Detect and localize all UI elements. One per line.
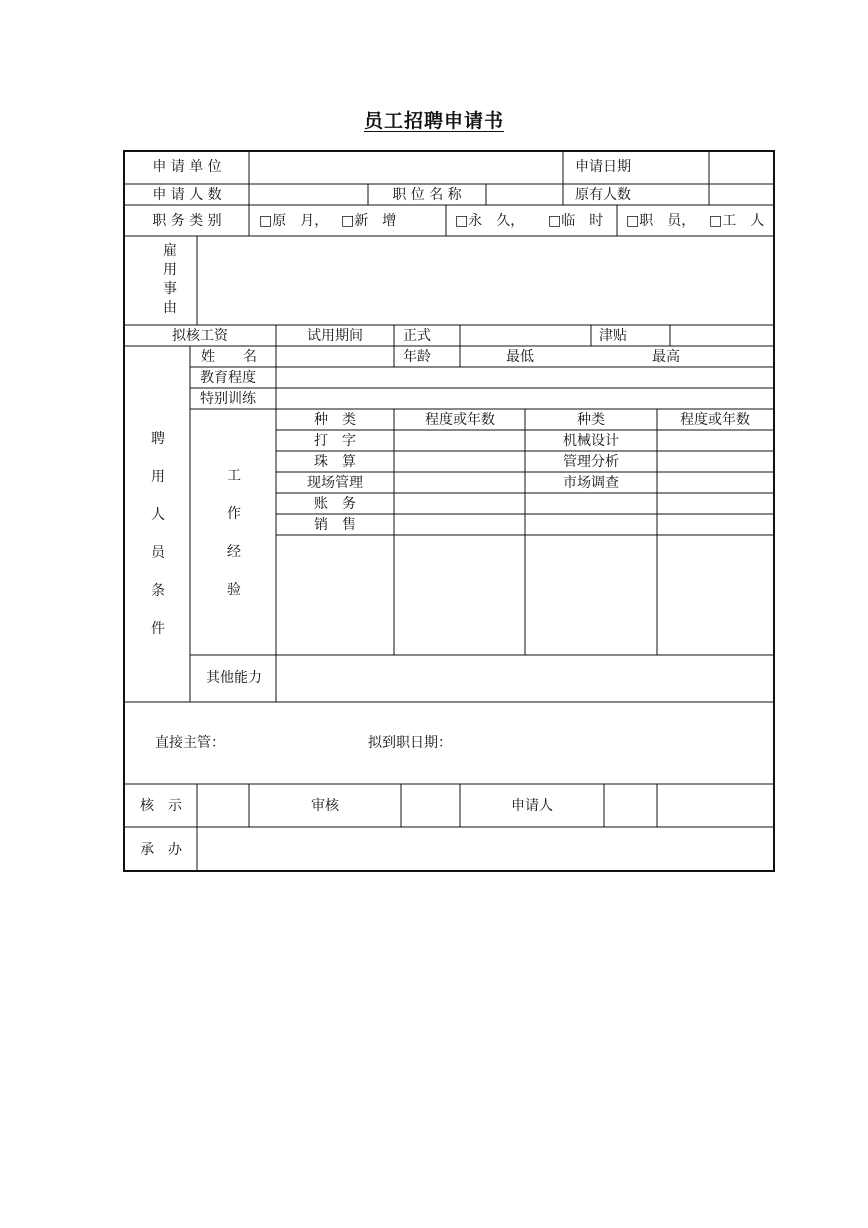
approve-label: 核 示 xyxy=(140,798,182,814)
checkbox-original[interactable]: □原 月， xyxy=(259,213,329,229)
exp-header-years-2: 程度或年数 xyxy=(680,412,750,428)
formal-label: 正式 xyxy=(403,328,431,344)
job-type-label: 职 务 类 别 xyxy=(152,213,222,229)
review-label: 审核 xyxy=(311,798,339,814)
applicant-label: 申请人 xyxy=(511,798,553,814)
apply-unit-label: 申 请 单 位 xyxy=(152,159,222,175)
checkbox-new[interactable]: □新 增 xyxy=(341,213,397,229)
exp-accounting: 账 务 xyxy=(314,496,356,512)
proposed-salary-label: 拟核工资 xyxy=(172,328,228,344)
age-label: 年龄 xyxy=(403,349,431,365)
start-date-label: 拟到职日期： xyxy=(368,735,452,751)
position-name-label: 职 位 名 称 xyxy=(392,187,462,203)
existing-count-label: 原有人数 xyxy=(575,187,631,203)
page-title: 员工招聘申请书 xyxy=(363,110,504,132)
trial-period-label: 试用期间 xyxy=(307,328,363,344)
exp-header-years: 程度或年数 xyxy=(425,412,495,428)
age-min-label: 最低 xyxy=(506,349,534,365)
apply-count-label: 申 请 人 数 xyxy=(152,187,222,203)
education-label: 教育程度 xyxy=(200,370,256,386)
work-experience-label: 工 作 经 验 xyxy=(227,468,241,598)
checkbox-staff[interactable]: □职 员， xyxy=(626,213,696,229)
hiring-conditions-label: 聘 用 人 员 条 件 xyxy=(151,431,165,637)
exp-site-management: 现场管理 xyxy=(307,475,363,491)
direct-supervisor-label: 直接主管： xyxy=(155,735,225,751)
hiring-reason-label: 雇 用 事 由 xyxy=(163,243,177,316)
exp-header-type-2: 种类 xyxy=(577,412,605,428)
checkbox-temporary[interactable]: □临 时 xyxy=(548,213,604,229)
exp-sales: 销 售 xyxy=(314,517,356,533)
exp-abacus: 珠 算 xyxy=(314,454,356,470)
apply-date-label: 申请日期 xyxy=(575,159,631,175)
exp-market-research: 市场调查 xyxy=(563,475,619,491)
exp-typing: 打 字 xyxy=(314,433,356,449)
exp-header-type: 种 类 xyxy=(314,412,356,428)
handler-label: 承 办 xyxy=(140,842,182,858)
exp-management-analysis: 管理分析 xyxy=(563,454,619,470)
checkbox-permanent[interactable]: □永 久， xyxy=(455,213,525,229)
name-label: 姓 名 xyxy=(201,349,257,365)
checkbox-worker[interactable]: □工 人 xyxy=(709,213,765,229)
exp-mechanical-design: 机械设计 xyxy=(563,433,619,449)
special-training-label: 特别训练 xyxy=(200,391,256,407)
allowance-label: 津贴 xyxy=(599,328,627,344)
other-abilities-label: 其他能力 xyxy=(206,670,262,686)
age-max-label: 最高 xyxy=(652,349,680,365)
